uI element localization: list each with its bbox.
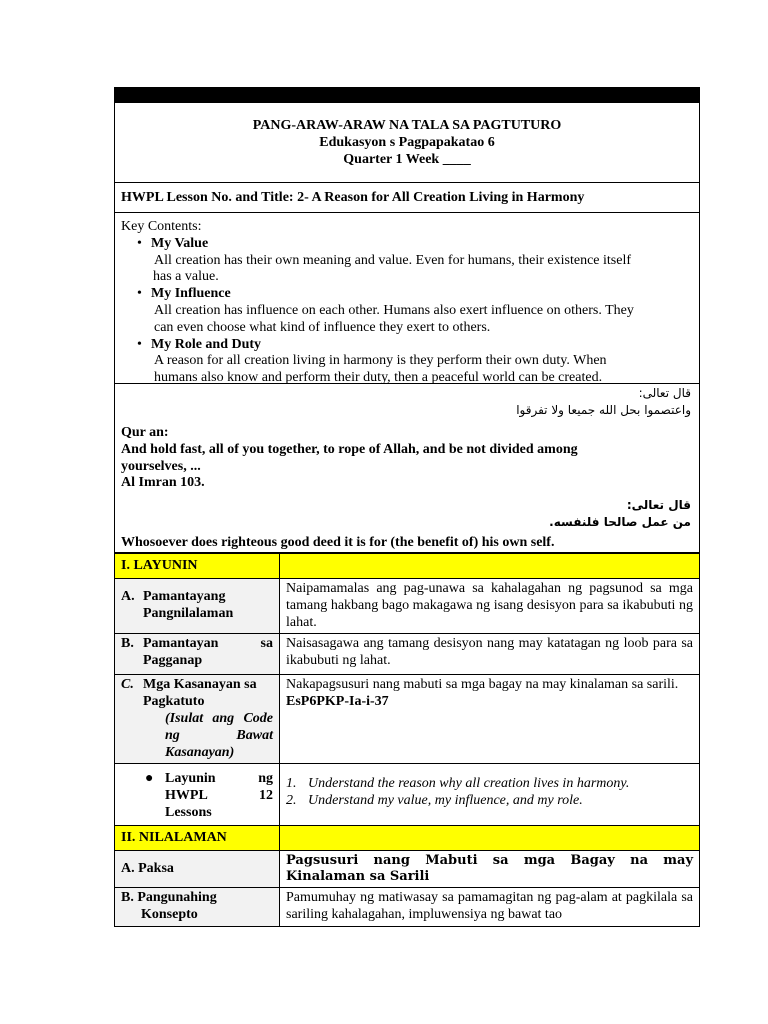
- row-label-note: (Isulat ang Code ng Bawat Kasanayan): [165, 710, 273, 760]
- objective-number: 1.: [286, 776, 297, 792]
- objective-item: [286, 776, 693, 793]
- row-content: Naisasagawa ang tamang desisyon nang may katatagan ng loob para sa ikabubuti ng lahat.: [280, 634, 700, 675]
- key-content-body-line: humans also know and perform their duty, then a peaceful world can be created.: [154, 370, 603, 386]
- bullet-icon: ●: [145, 771, 154, 787]
- key-content-item: [137, 337, 691, 354]
- row-label-text: Pagganap: [143, 653, 203, 669]
- lesson-title: HWPL Lesson No. and Title: 2- A Reason for All Creation Living in Harmony: [114, 183, 700, 213]
- key-content-body-line: All creation has influence on each other. Humans also exert influence on others. They: [154, 302, 634, 318]
- table-row: [115, 764, 700, 826]
- document-quarter: Quarter 1 Week ____: [343, 152, 471, 167]
- key-content-body-line: can even choose what kind of influence they exert to others.: [154, 319, 491, 335]
- document-header: [114, 103, 700, 183]
- row-label-text: Lessons: [165, 804, 212, 820]
- quran-translation-line: yourselves, ...: [121, 458, 201, 474]
- document-subject: Edukasyon s Pagpapakatao 6: [319, 135, 495, 150]
- row-label: A. Paksa: [115, 851, 280, 888]
- key-content-heading: My Value: [151, 235, 209, 251]
- objective-number: 2.: [286, 793, 297, 809]
- bullet-icon: •: [137, 336, 142, 352]
- row-label: [115, 675, 280, 764]
- row-label-text: HWPL: [165, 788, 208, 804]
- row-label: [115, 764, 280, 826]
- key-contents-label: Key Contents:: [121, 219, 202, 234]
- row-content: Pamumuhay ng matiwasay sa pamamagitan ng pag-alam at pagkilala sa sariling kahalagahan, impluwensiya ng bawat tao: [280, 888, 700, 927]
- lesson-plan-table: [114, 553, 700, 927]
- table-row: [115, 579, 700, 634]
- table-row: [115, 675, 700, 764]
- section-title: I. LAYUNIN: [115, 554, 280, 579]
- section-header-blank: [280, 826, 700, 851]
- quran-translation-line: Whosoever does righteous good deed it is for (the benefit of) his own self.: [121, 535, 555, 550]
- document-title: PANG-ARAW-ARAW NA TALA SA PAGTUTURO: [252, 118, 562, 133]
- competency-code: EsP6PKP-Ia-i-37: [286, 694, 389, 710]
- row-label-text: sa: [260, 636, 273, 652]
- row-content: [280, 764, 700, 826]
- competency-text: Nakapagsusuri nang mabuti sa mga bagay na may kinalaman sa sarili.: [286, 677, 679, 693]
- table-row: [115, 888, 700, 927]
- row-label-text: ng: [258, 771, 273, 787]
- row-content: Naipamamalas ang pag-unawa sa kahalagahan ng pagsunod sa mga tamang hakbang bago makagawa ng isang desisyon para sa ikabubuti ng lahat.: [280, 579, 700, 634]
- key-content-body-line: has a value.: [153, 269, 219, 285]
- bullet-icon: •: [137, 286, 142, 302]
- key-content-heading: My Role and Duty: [151, 336, 262, 352]
- row-content: [280, 675, 700, 764]
- row-label-text: Pagkatuto: [143, 694, 205, 710]
- quran-translation-line: And hold fast, all of you together, to rope of Allah, and be not divided among: [121, 441, 578, 457]
- bullet-icon: •: [137, 235, 142, 251]
- row-number: B.: [121, 636, 134, 652]
- row-label-text: Layunin: [165, 771, 216, 787]
- row-label: [115, 579, 280, 634]
- arabic-verse-intro: قال تعالى:: [638, 386, 691, 400]
- section-header-blank: [280, 554, 700, 579]
- arabic-verse: واعتصموا بحل الله جميعا ولا تفرقوا: [516, 403, 691, 417]
- arabic-verse: من عمل صالحا فلنفسه.: [549, 515, 691, 530]
- quran-reference: Al Imran 103.: [121, 475, 205, 491]
- row-label-text: B. Pangunahing: [121, 890, 217, 906]
- quran-label: Qur an:: [121, 425, 169, 440]
- objective-text: Understand the reason why all creation lives in harmony.: [308, 776, 630, 792]
- key-content-body-line: All creation has their own meaning and value. Even for humans, their existence itself: [154, 252, 632, 268]
- key-content-item: [137, 286, 691, 303]
- key-content-item: [137, 236, 691, 253]
- objective-item: [286, 793, 693, 810]
- key-content-body-line: A reason for all creation living in harmony is they perform their own duty. When: [154, 353, 607, 369]
- row-number: C.: [121, 677, 134, 693]
- row-content: Pagsusuri nang Mabuti sa mga Bagay na may Kinalaman sa Sarili: [280, 851, 700, 888]
- row-label-text: Pamantayang Pangnilalaman: [143, 589, 234, 622]
- table-row: [115, 634, 700, 675]
- header-black-bar: [114, 87, 700, 103]
- table-row: [115, 851, 700, 888]
- lesson-plan-document: [114, 87, 700, 927]
- row-label-text: 12: [259, 788, 273, 804]
- section-header-row: [115, 554, 700, 579]
- arabic-verse-intro: قال تعالى:: [626, 498, 691, 513]
- row-label-text: Konsepto: [141, 907, 198, 923]
- row-label: [115, 634, 280, 675]
- row-label-text: Pamantayan: [143, 636, 219, 652]
- objective-text: Understand my value, my influence, and my role.: [308, 793, 583, 809]
- row-label-text: Mga Kasanayan sa: [143, 677, 257, 693]
- section-header-row: [115, 826, 700, 851]
- section-title: II. NILALAMAN: [115, 826, 280, 851]
- key-contents-section: [114, 213, 700, 384]
- quran-section: [114, 384, 700, 553]
- row-number: A.: [121, 589, 135, 605]
- key-content-heading: My Influence: [151, 286, 231, 302]
- row-label: [115, 888, 280, 927]
